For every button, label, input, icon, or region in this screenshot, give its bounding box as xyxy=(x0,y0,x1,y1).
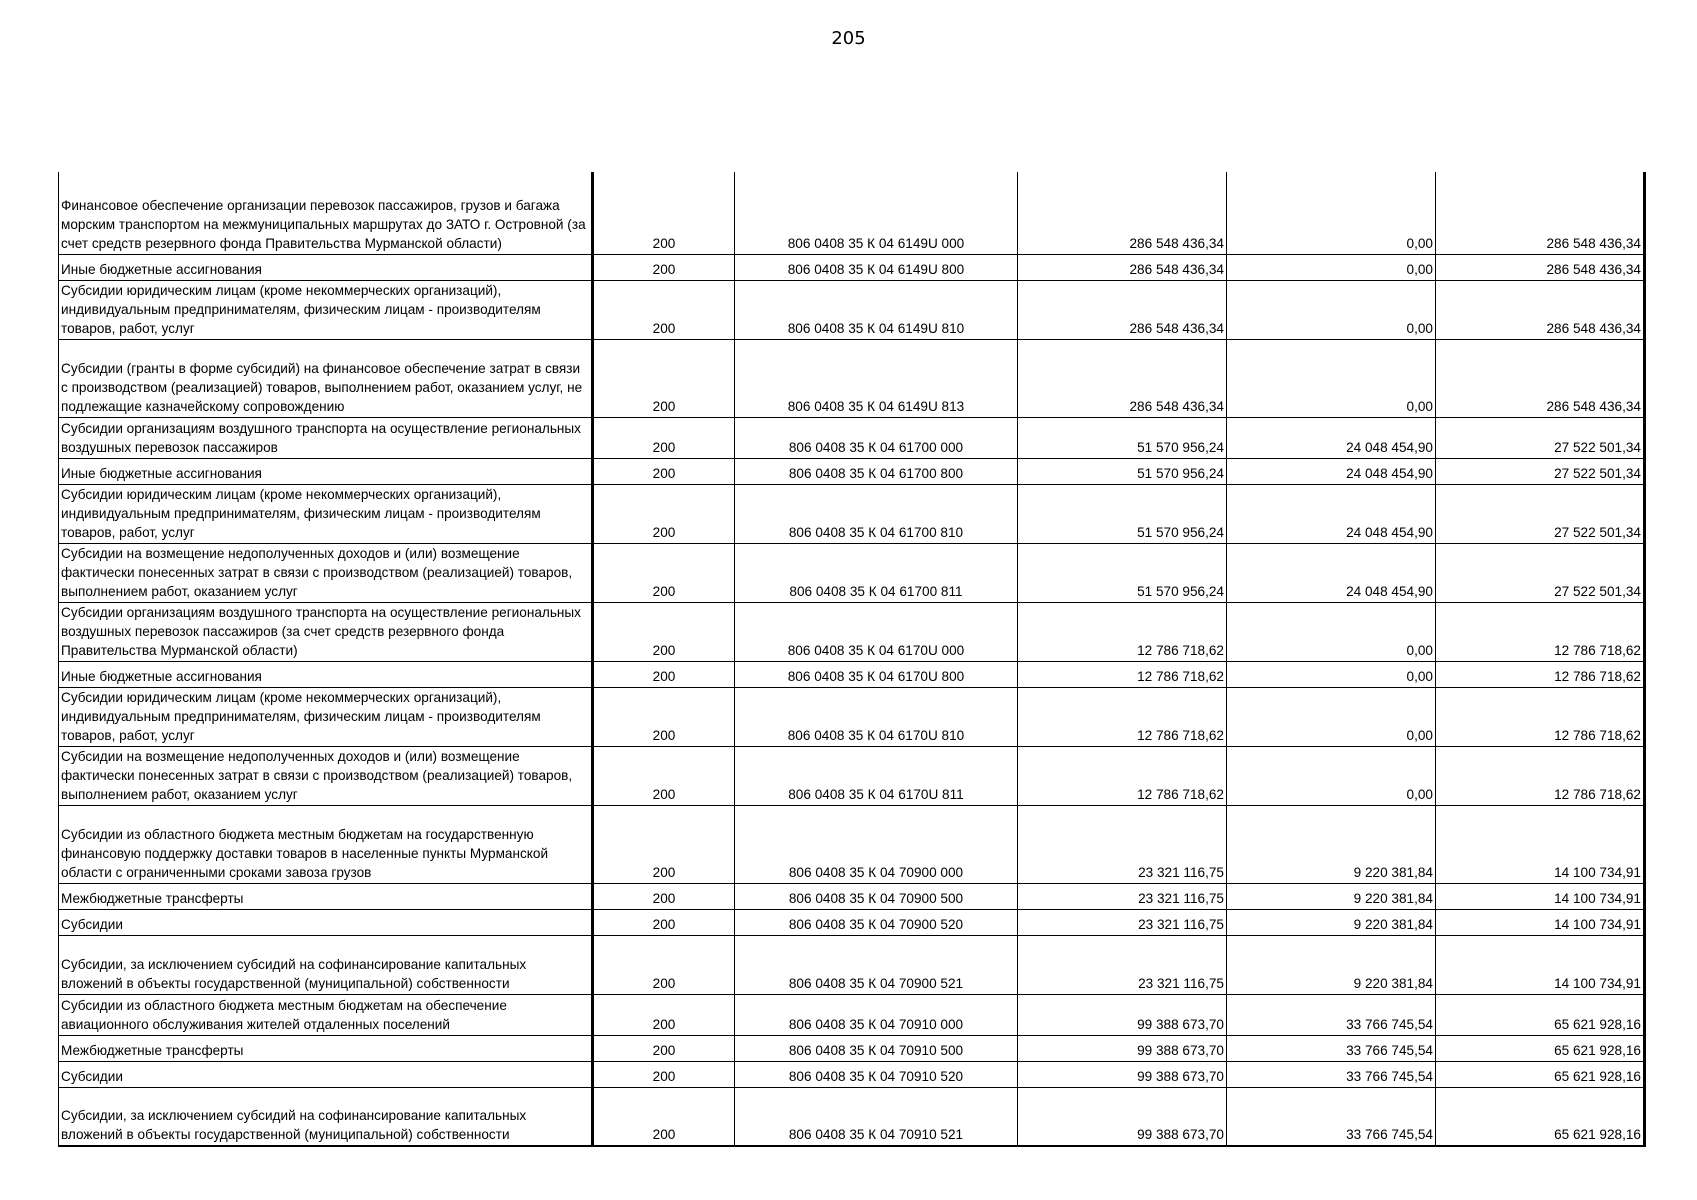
row-amount-3: 65 621 928,16 xyxy=(1436,1087,1645,1146)
row-code: 200 xyxy=(593,458,735,484)
row-code: 200 xyxy=(593,935,735,994)
row-amount-2: 0,00 xyxy=(1227,602,1436,661)
row-kbk: 806 0408 35 К 04 6170U 810 xyxy=(735,687,1018,746)
row-amount-1: 51 570 956,24 xyxy=(1018,484,1227,543)
row-amount-2: 0,00 xyxy=(1227,746,1436,805)
row-kbk: 806 0408 35 К 04 6149U 800 xyxy=(735,254,1018,280)
row-name: Субсидии, за исключением субсидий на софинансирование капитальных вложений в объекты государственной (муниципальной) собственности xyxy=(59,935,593,994)
row-amount-3: 27 522 501,34 xyxy=(1436,484,1645,543)
row-name: Иные бюджетные ассигнования xyxy=(59,661,593,687)
table-row xyxy=(59,1061,1645,1087)
row-kbk: 806 0408 35 К 04 70910 500 xyxy=(735,1035,1018,1061)
row-amount-3: 12 786 718,62 xyxy=(1436,687,1645,746)
row-amount-1: 99 388 673,70 xyxy=(1018,994,1227,1035)
row-amount-2: 0,00 xyxy=(1227,687,1436,746)
row-amount-2: 24 048 454,90 xyxy=(1227,543,1436,602)
row-amount-1: 12 786 718,62 xyxy=(1018,602,1227,661)
row-amount-1: 12 786 718,62 xyxy=(1018,746,1227,805)
row-code: 200 xyxy=(593,994,735,1035)
row-name: Субсидии из областного бюджета местным бюджетам на государственную финансовую поддержку доставки товаров в населенные пункты Мурманской области с ограниченными сроками завоза грузов xyxy=(59,805,593,883)
table-row xyxy=(59,883,1645,909)
row-kbk: 806 0408 35 К 04 70910 521 xyxy=(735,1087,1018,1146)
table-row xyxy=(59,1087,1645,1146)
row-amount-1: 23 321 116,75 xyxy=(1018,805,1227,883)
row-code: 200 xyxy=(593,417,735,458)
row-amount-1: 286 548 436,34 xyxy=(1018,280,1227,339)
row-amount-1: 99 388 673,70 xyxy=(1018,1061,1227,1087)
row-kbk: 806 0408 35 К 04 61700 810 xyxy=(735,484,1018,543)
row-name: Субсидии на возмещение недополученных доходов и (или) возмещение фактически понесенных затрат в связи с производством (реализацией) товаров, выполнением работ, оказанием услуг xyxy=(59,746,593,805)
row-kbk: 806 0408 35 К 04 70900 520 xyxy=(735,909,1018,935)
row-code: 200 xyxy=(593,280,735,339)
row-amount-2: 9 220 381,84 xyxy=(1227,805,1436,883)
row-amount-3: 65 621 928,16 xyxy=(1436,1061,1645,1087)
row-amount-2: 33 766 745,54 xyxy=(1227,1035,1436,1061)
table-row xyxy=(59,805,1645,883)
row-kbk: 806 0408 35 К 04 61700 800 xyxy=(735,458,1018,484)
row-kbk: 806 0408 35 К 04 6170U 800 xyxy=(735,661,1018,687)
row-kbk: 806 0408 35 К 04 61700 811 xyxy=(735,543,1018,602)
table-row xyxy=(59,172,1645,254)
row-code: 200 xyxy=(593,484,735,543)
row-amount-2: 9 220 381,84 xyxy=(1227,883,1436,909)
row-amount-1: 286 548 436,34 xyxy=(1018,254,1227,280)
row-kbk: 806 0408 35 К 04 70900 500 xyxy=(735,883,1018,909)
row-amount-3: 12 786 718,62 xyxy=(1436,602,1645,661)
row-amount-2: 0,00 xyxy=(1227,339,1436,417)
row-amount-3: 65 621 928,16 xyxy=(1436,1035,1645,1061)
row-amount-3: 12 786 718,62 xyxy=(1436,661,1645,687)
row-amount-3: 286 548 436,34 xyxy=(1436,280,1645,339)
row-name: Субсидии xyxy=(59,909,593,935)
table-row xyxy=(59,661,1645,687)
row-amount-2: 24 048 454,90 xyxy=(1227,484,1436,543)
row-kbk: 806 0408 35 К 04 6170U 811 xyxy=(735,746,1018,805)
row-name: Субсидии юридическим лицам (кроме некоммерческих организаций), индивидуальным предпринимателям, физическим лицам - производителям товаров, работ, услуг xyxy=(59,687,593,746)
table-row xyxy=(59,254,1645,280)
row-name: Иные бюджетные ассигнования xyxy=(59,458,593,484)
row-amount-2: 24 048 454,90 xyxy=(1227,417,1436,458)
budget-table xyxy=(58,172,1646,1147)
row-code: 200 xyxy=(593,661,735,687)
row-amount-3: 27 522 501,34 xyxy=(1436,417,1645,458)
table-row xyxy=(59,458,1645,484)
row-amount-3: 14 100 734,91 xyxy=(1436,805,1645,883)
row-code: 200 xyxy=(593,746,735,805)
table-row xyxy=(59,687,1645,746)
row-amount-2: 9 220 381,84 xyxy=(1227,909,1436,935)
table-row xyxy=(59,484,1645,543)
row-amount-1: 99 388 673,70 xyxy=(1018,1087,1227,1146)
row-kbk: 806 0408 35 К 04 70900 000 xyxy=(735,805,1018,883)
row-name: Межбюджетные трансферты xyxy=(59,1035,593,1061)
row-amount-3: 27 522 501,34 xyxy=(1436,543,1645,602)
row-name: Субсидии, за исключением субсидий на софинансирование капитальных вложений в объекты государственной (муниципальной) собственности xyxy=(59,1087,593,1146)
table-row xyxy=(59,1035,1645,1061)
table-row xyxy=(59,339,1645,417)
row-code: 200 xyxy=(593,1061,735,1087)
row-amount-2: 0,00 xyxy=(1227,661,1436,687)
row-amount-2: 0,00 xyxy=(1227,254,1436,280)
row-kbk: 806 0408 35 К 04 6170U 000 xyxy=(735,602,1018,661)
row-amount-1: 12 786 718,62 xyxy=(1018,661,1227,687)
budget-table-body xyxy=(59,172,1645,1146)
row-name: Субсидии на возмещение недополученных доходов и (или) возмещение фактически понесенных затрат в связи с производством (реализацией) товаров, выполнением работ, оказанием услуг xyxy=(59,543,593,602)
row-name: Субсидии (гранты в форме субсидий) на финансовое обеспечение затрат в связи с производством (реализацией) товаров, выполнением работ, оказанием услуг, не подлежащие казначейскому сопровождению xyxy=(59,339,593,417)
row-code: 200 xyxy=(593,602,735,661)
row-name: Субсидии организациям воздушного транспорта на осуществление региональных воздушных перевозок пассажиров xyxy=(59,417,593,458)
row-code: 200 xyxy=(593,1035,735,1061)
row-code: 200 xyxy=(593,1087,735,1146)
row-name: Субсидии организациям воздушного транспорта на осуществление региональных воздушных перевозок пассажиров (за счет средств резервного фонда Правительства Мурманской области) xyxy=(59,602,593,661)
page-number: 205 xyxy=(831,28,866,49)
row-amount-3: 286 548 436,34 xyxy=(1436,339,1645,417)
row-amount-1: 51 570 956,24 xyxy=(1018,458,1227,484)
row-code: 200 xyxy=(593,909,735,935)
row-kbk: 806 0408 35 К 04 70900 521 xyxy=(735,935,1018,994)
row-kbk: 806 0408 35 К 04 70910 000 xyxy=(735,994,1018,1035)
row-code: 200 xyxy=(593,687,735,746)
row-kbk: 806 0408 35 К 04 6149U 000 xyxy=(735,172,1018,254)
row-name: Субсидии юридическим лицам (кроме некоммерческих организаций), индивидуальным предпринимателям, физическим лицам - производителям товаров, работ, услуг xyxy=(59,484,593,543)
row-amount-3: 14 100 734,91 xyxy=(1436,883,1645,909)
table-row xyxy=(59,417,1645,458)
row-code: 200 xyxy=(593,883,735,909)
row-amount-2: 9 220 381,84 xyxy=(1227,935,1436,994)
row-kbk: 806 0408 35 К 04 70910 520 xyxy=(735,1061,1018,1087)
row-code: 200 xyxy=(593,172,735,254)
row-amount-3: 65 621 928,16 xyxy=(1436,994,1645,1035)
row-amount-2: 33 766 745,54 xyxy=(1227,1087,1436,1146)
row-amount-1: 286 548 436,34 xyxy=(1018,339,1227,417)
row-amount-3: 27 522 501,34 xyxy=(1436,458,1645,484)
table-row xyxy=(59,909,1645,935)
row-name: Субсидии из областного бюджета местным бюджетам на обеспечение авиационного обслуживания жителей отдаленных поселений xyxy=(59,994,593,1035)
row-code: 200 xyxy=(593,254,735,280)
row-amount-1: 51 570 956,24 xyxy=(1018,543,1227,602)
row-amount-1: 51 570 956,24 xyxy=(1018,417,1227,458)
row-kbk: 806 0408 35 К 04 6149U 810 xyxy=(735,280,1018,339)
row-amount-3: 286 548 436,34 xyxy=(1436,172,1645,254)
table-row xyxy=(59,746,1645,805)
row-amount-3: 14 100 734,91 xyxy=(1436,935,1645,994)
row-name: Иные бюджетные ассигнования xyxy=(59,254,593,280)
row-kbk: 806 0408 35 К 04 6149U 813 xyxy=(735,339,1018,417)
table-row xyxy=(59,280,1645,339)
table-row xyxy=(59,994,1645,1035)
row-kbk: 806 0408 35 К 04 61700 000 xyxy=(735,417,1018,458)
row-code: 200 xyxy=(593,339,735,417)
row-amount-3: 12 786 718,62 xyxy=(1436,746,1645,805)
row-amount-2: 0,00 xyxy=(1227,280,1436,339)
row-code: 200 xyxy=(593,805,735,883)
row-amount-1: 99 388 673,70 xyxy=(1018,1035,1227,1061)
table-row xyxy=(59,602,1645,661)
row-name: Субсидии юридическим лицам (кроме некоммерческих организаций), индивидуальным предпринимателям, физическим лицам - производителям товаров, работ, услуг xyxy=(59,280,593,339)
row-amount-1: 12 786 718,62 xyxy=(1018,687,1227,746)
row-amount-2: 33 766 745,54 xyxy=(1227,1061,1436,1087)
row-amount-1: 23 321 116,75 xyxy=(1018,909,1227,935)
row-amount-1: 286 548 436,34 xyxy=(1018,172,1227,254)
row-amount-1: 23 321 116,75 xyxy=(1018,883,1227,909)
row-amount-2: 24 048 454,90 xyxy=(1227,458,1436,484)
row-name: Межбюджетные трансферты xyxy=(59,883,593,909)
table-row xyxy=(59,935,1645,994)
row-name: Субсидии xyxy=(59,1061,593,1087)
row-code: 200 xyxy=(593,543,735,602)
row-amount-2: 33 766 745,54 xyxy=(1227,994,1436,1035)
table-row xyxy=(59,543,1645,602)
row-amount-1: 23 321 116,75 xyxy=(1018,935,1227,994)
row-amount-3: 14 100 734,91 xyxy=(1436,909,1645,935)
row-amount-2: 0,00 xyxy=(1227,172,1436,254)
row-amount-3: 286 548 436,34 xyxy=(1436,254,1645,280)
row-name: Финансовое обеспечение организации перевозок пассажиров, грузов и багажа морским транспортом на межмуниципальных маршрутах до ЗАТО г. Островной (за счет средств резервного фонда Правительства Мурманской области) xyxy=(59,172,593,254)
